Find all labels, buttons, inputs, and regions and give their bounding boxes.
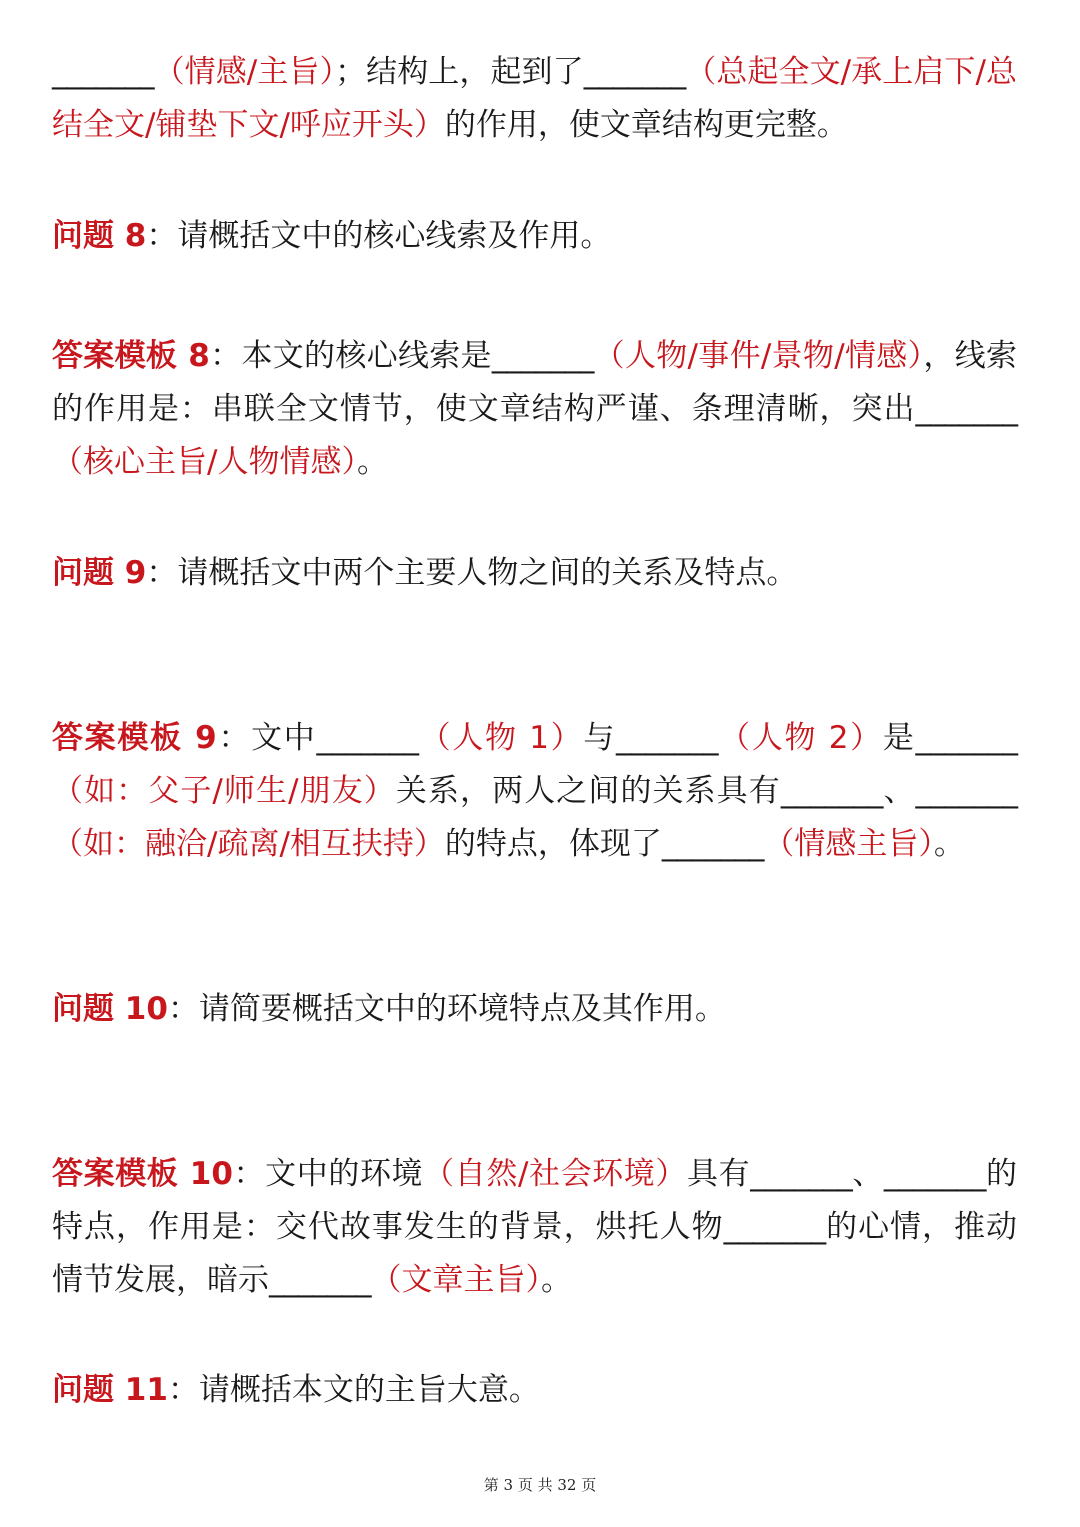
fill-blank: _______ bbox=[750, 1156, 852, 1192]
paragraph-continuation bbox=[52, 46, 1017, 152]
body-text: 具有 bbox=[687, 1156, 751, 1192]
fill-blank: _______ bbox=[915, 391, 1017, 427]
body-text: ：请概括文中的核心线索及作用。 bbox=[146, 218, 612, 254]
body-text: 关系，两人之间的关系具有 bbox=[395, 773, 781, 809]
body-text: ，线索的作用是：串联全文情节，使文章结构严谨、条理清晰，突出 bbox=[52, 338, 1017, 427]
item-label: 答案模板 9 bbox=[52, 720, 217, 756]
hint-text: （人物/事件/景物/情感） bbox=[593, 338, 924, 374]
question-9 bbox=[52, 547, 1017, 600]
hint-text: （人物 2） bbox=[717, 720, 883, 756]
fill-blank: _______ bbox=[583, 54, 686, 90]
fill-blank: _______ bbox=[616, 720, 718, 756]
fill-blank: _______ bbox=[723, 1209, 826, 1245]
fill-blank: _______ bbox=[883, 1156, 986, 1192]
answer-template-8 bbox=[52, 330, 1017, 489]
body-text: ：请概括本文的主旨大意。 bbox=[167, 1372, 540, 1408]
fill-blank: _______ bbox=[915, 720, 1018, 756]
fill-blank: _______ bbox=[661, 826, 764, 862]
answer-template-10 bbox=[52, 1148, 1017, 1307]
fill-blank: _______ bbox=[491, 338, 594, 374]
fill-blank: _______ bbox=[780, 773, 883, 809]
body-text: 。 bbox=[933, 826, 965, 862]
item-label: 问题 11 bbox=[52, 1372, 168, 1408]
hint-text: （总起全文/承上启下/总结全文/铺垫下文/呼应开头） bbox=[52, 54, 1017, 143]
item-label: 答案模板 8 bbox=[52, 338, 210, 374]
body-text: 、 bbox=[851, 1156, 884, 1192]
body-text: 的特点，作用是：交代故事发生的背景，烘托人物 bbox=[52, 1156, 1018, 1245]
fill-blank: _______ bbox=[52, 54, 154, 90]
question-11 bbox=[52, 1364, 1017, 1417]
body-text: 与 bbox=[583, 720, 616, 756]
body-text: 的心情，推动情节发展，暗示 bbox=[52, 1209, 1017, 1298]
body-text: ：本文的核心线索是 bbox=[209, 338, 492, 374]
body-text: ：请简要概括文中的环境特点及其作用。 bbox=[167, 991, 726, 1027]
body-text: ：请概括文中两个主要人物之间的关系及特点。 bbox=[146, 555, 798, 591]
body-text: 、 bbox=[882, 773, 916, 809]
hint-text: （自然/社会环境） bbox=[423, 1156, 687, 1192]
page-footer: 第 3 页 共 32 页 bbox=[483, 1476, 597, 1494]
body-text: 。 bbox=[356, 444, 388, 480]
hint-text: （核心主旨/人物情感） bbox=[52, 444, 357, 480]
hint-text: （情感主旨） bbox=[763, 826, 934, 862]
item-label: 问题 10 bbox=[52, 991, 168, 1027]
body-text: ；结构上，起到了 bbox=[335, 54, 584, 90]
item-label: 答案模板 10 bbox=[52, 1156, 233, 1192]
fill-blank: _______ bbox=[316, 720, 418, 756]
item-label: 问题 8 bbox=[52, 218, 147, 254]
hint-text: （如：融洽/疏离/相互扶持） bbox=[52, 826, 445, 862]
body-text: 的特点，体现了 bbox=[444, 826, 662, 862]
question-8 bbox=[52, 210, 1017, 263]
hint-text: （人物 1） bbox=[417, 720, 584, 756]
body-text: ：文中 bbox=[216, 720, 317, 756]
fill-blank: _______ bbox=[269, 1262, 371, 1298]
item-label: 问题 9 bbox=[52, 555, 147, 591]
body-text: ：文中的环境 bbox=[232, 1156, 424, 1192]
hint-text: （情感/主旨） bbox=[153, 54, 336, 90]
question-10 bbox=[52, 983, 1017, 1036]
body-text: 是 bbox=[882, 720, 916, 756]
body-text: 的作用，使文章结构更完整。 bbox=[444, 107, 848, 143]
answer-template-9 bbox=[52, 712, 1017, 871]
body-text: 。 bbox=[541, 1262, 572, 1298]
hint-text: （如：父子/师生/朋友） bbox=[52, 773, 396, 809]
fill-blank: _______ bbox=[915, 773, 1018, 809]
hint-text: （文章主旨） bbox=[370, 1262, 541, 1298]
